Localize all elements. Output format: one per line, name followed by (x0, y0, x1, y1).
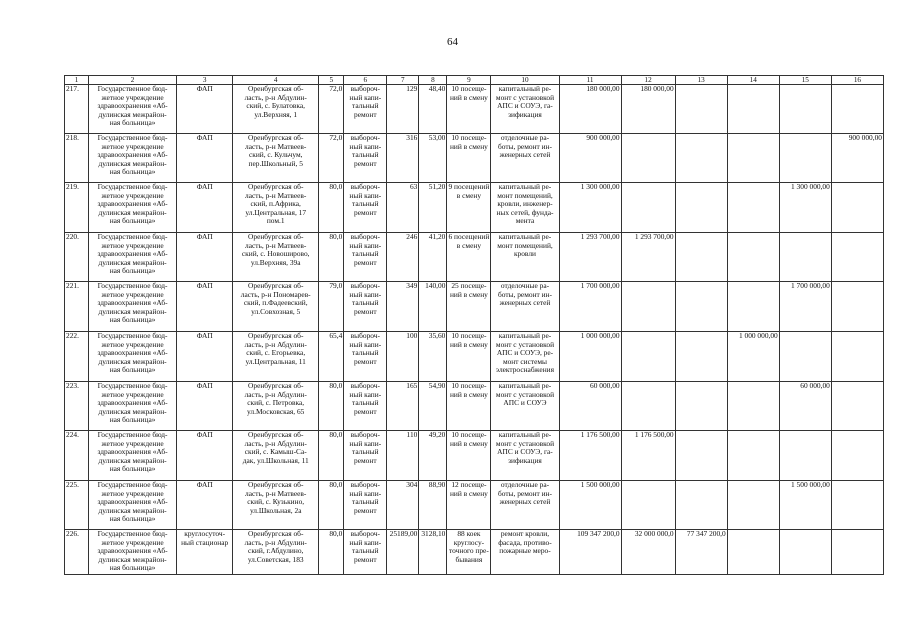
column-header-5: 5 (319, 76, 344, 85)
works-cell: отделочные ра- боты, ремонт ин- женерных сетей (491, 481, 559, 530)
column-header-10: 10 (491, 76, 559, 85)
column-header-9: 9 (447, 76, 491, 85)
table-row (65, 332, 884, 382)
capacity-cell: 10 посеще- ний в смену (447, 332, 491, 382)
col7-cell: 129 (387, 85, 419, 134)
works-cell: ремонт кровли, фасада, противо- пожарные меро- (491, 530, 559, 575)
area-cell: 79,0 (319, 282, 344, 332)
table-row (65, 282, 884, 332)
area-cell: 80,0 (319, 183, 344, 233)
column-header-6: 6 (344, 76, 387, 85)
organization-cell: Государственное бюд- жетное учреждение здравоохранения «Аб- дулинская межрайон- ная больница» (89, 183, 177, 233)
col15-cell: 60 000,00 (779, 382, 831, 431)
col16-cell (831, 431, 883, 481)
col12-cell: 1 293 700,00 (621, 233, 675, 282)
col13-cell (675, 85, 727, 134)
organization-cell: Государственное бюд- жетное учреждение здравоохранения «Аб- дулинская межрайон- ная больница» (89, 382, 177, 431)
address-cell: Оренбургская об- ласть, р-н Матвеев- ский, с. Кузькино, ул.Школьная, 2а (233, 481, 319, 530)
col12-cell (621, 382, 675, 431)
col12-cell: 32 000 000,0 (621, 530, 675, 575)
col13-cell (675, 332, 727, 382)
total-cost-cell: 60 000,00 (559, 382, 621, 431)
column-header-11: 11 (559, 76, 621, 85)
col12-cell (621, 332, 675, 382)
table-row (65, 233, 884, 282)
col12-cell: 180 000,00 (621, 85, 675, 134)
col13-cell: 77 347 200,0 (675, 530, 727, 575)
column-number-row (65, 76, 884, 85)
col8-cell: 35,60 (419, 332, 447, 382)
table-row (65, 530, 884, 575)
works-cell: капитальный ре- монт с установкой АПС и СОУЭ, ре- монт системы электроснабжения (491, 332, 559, 382)
col16-cell (831, 282, 883, 332)
col15-cell: 1 700 000,00 (779, 282, 831, 332)
address-cell: Оренбургская об- ласть, р-н Матвеев- ский, с. Новоширово, ул.Верхняя, 39а (233, 233, 319, 282)
row-number: 224. (65, 431, 89, 481)
column-header-16: 16 (831, 76, 883, 85)
col14-cell (727, 481, 779, 530)
organization-cell: Государственное бюд- жетное учреждение здравоохранения «Аб- дулинская межрайон- ная больница» (89, 233, 177, 282)
column-header-3: 3 (177, 76, 233, 85)
address-cell: Оренбургская об- ласть, р-н Пономарев- ский, п.Фадеевский, ул.Совхозная, 5 (233, 282, 319, 332)
row-number: 220. (65, 233, 89, 282)
total-cost-cell: 1 300 000,00 (559, 183, 621, 233)
facility-type-cell: ФАП (177, 134, 233, 183)
col7-cell: 110 (387, 431, 419, 481)
facility-type-cell: ФАП (177, 332, 233, 382)
col8-cell: 54,90 (419, 382, 447, 431)
row-number: 225. (65, 481, 89, 530)
area-cell: 80,0 (319, 431, 344, 481)
area-cell: 80,0 (319, 481, 344, 530)
capital-repair-table (64, 75, 884, 575)
table-row (65, 134, 884, 183)
total-cost-cell: 900 000,00 (559, 134, 621, 183)
row-number: 219. (65, 183, 89, 233)
capacity-cell: 12 посеще- ний в смену (447, 481, 491, 530)
address-cell: Оренбургская об- ласть, р-н Матвеев- ский, с. Кульчум, пер.Школьный, 5 (233, 134, 319, 183)
column-header-13: 13 (675, 76, 727, 85)
facility-type-cell: ФАП (177, 382, 233, 431)
col8-cell: 51,20 (419, 183, 447, 233)
page-number: 64 (447, 36, 458, 48)
col13-cell (675, 134, 727, 183)
col15-cell (779, 431, 831, 481)
capacity-cell: 10 посеще- ний в смену (447, 134, 491, 183)
column-header-7: 7 (387, 76, 419, 85)
col12-cell (621, 134, 675, 183)
col15-cell (779, 233, 831, 282)
repair-kind-cell: выбороч- ный капи- тальный ремонт (344, 332, 387, 382)
col8-cell: 3128,10 (419, 530, 447, 575)
facility-type-cell: ФАП (177, 233, 233, 282)
works-cell: отделочные ра- боты, ремонт ин- женерных сетей (491, 282, 559, 332)
table-row (65, 431, 884, 481)
capacity-cell: 9 посещений в смену (447, 183, 491, 233)
organization-cell: Государственное бюд- жетное учреждение здравоохранения «Аб- дулинская межрайон- ная больница» (89, 282, 177, 332)
col8-cell: 48,40 (419, 85, 447, 134)
capacity-cell: 10 посеще- ний в смену (447, 85, 491, 134)
row-number: 223. (65, 382, 89, 431)
repair-kind-cell: выбороч- ный капи- тальный ремонт (344, 183, 387, 233)
works-cell: капитальный ре- монт с установкой АПС и СОУЭ, га- зификация (491, 431, 559, 481)
total-cost-cell: 1 000 000,00 (559, 332, 621, 382)
area-cell: 80,0 (319, 382, 344, 431)
organization-cell: Государственное бюд- жетное учреждение здравоохранения «Аб- дулинская межрайон- ная больница» (89, 481, 177, 530)
organization-cell: Государственное бюд- жетное учреждение здравоохранения «Аб- дулинская межрайон- ная больница» (89, 134, 177, 183)
col12-cell (621, 481, 675, 530)
works-cell: капитальный ре- монт помещений, кровли, инженер- ных сетей, фунда- мента (491, 183, 559, 233)
col8-cell: 41,20 (419, 233, 447, 282)
facility-type-cell: ФАП (177, 85, 233, 134)
facility-type-cell: ФАП (177, 481, 233, 530)
col16-cell (831, 530, 883, 575)
organization-cell: Государственное бюд- жетное учреждение здравоохранения «Аб- дулинская межрайон- ная больница» (89, 431, 177, 481)
col13-cell (675, 431, 727, 481)
col8-cell: 49,20 (419, 431, 447, 481)
col16-cell (831, 183, 883, 233)
col16-cell: 900 000,00 (831, 134, 883, 183)
repair-kind-cell: выбороч- ный капи- тальный ремонт (344, 85, 387, 134)
col16-cell (831, 233, 883, 282)
column-header-15: 15 (779, 76, 831, 85)
col8-cell: 140,00 (419, 282, 447, 332)
col16-cell (831, 332, 883, 382)
column-header-12: 12 (621, 76, 675, 85)
col8-cell: 53,00 (419, 134, 447, 183)
address-cell: Оренбургская об- ласть, р-н Абдулин- ский, с. Булатовка, ул.Верхняя, 1 (233, 85, 319, 134)
repair-kind-cell: выбороч- ный капи- тальный ремонт (344, 530, 387, 575)
capacity-cell: 10 посеще- ний в смену (447, 382, 491, 431)
facility-type-cell: круглосуточ- ный стационар (177, 530, 233, 575)
table-row (65, 481, 884, 530)
col14-cell (727, 530, 779, 575)
capacity-cell: 25 посеще- ний в смену (447, 282, 491, 332)
facility-type-cell: ФАП (177, 431, 233, 481)
table-row (65, 382, 884, 431)
col7-cell: 100 (387, 332, 419, 382)
table-row (65, 85, 884, 134)
col7-cell: 63 (387, 183, 419, 233)
column-header-2: 2 (89, 76, 177, 85)
col12-cell (621, 282, 675, 332)
col16-cell (831, 481, 883, 530)
col14-cell (727, 134, 779, 183)
area-cell: 72,0 (319, 85, 344, 134)
col15-cell: 1 300 000,00 (779, 183, 831, 233)
organization-cell: Государственное бюд- жетное учреждение здравоохранения «Аб- дулинская межрайон- ная больница» (89, 332, 177, 382)
total-cost-cell: 1 176 500,00 (559, 431, 621, 481)
col16-cell (831, 85, 883, 134)
row-number: 217. (65, 85, 89, 134)
area-cell: 72,0 (319, 134, 344, 183)
column-header-4: 4 (233, 76, 319, 85)
column-header-8: 8 (419, 76, 447, 85)
col14-cell (727, 85, 779, 134)
address-cell: Оренбургская об- ласть, р-н Абдулин- ский, с. Егорьевка, ул.Центральная, 11 (233, 332, 319, 382)
area-cell: 80,0 (319, 530, 344, 575)
row-number: 218. (65, 134, 89, 183)
col15-cell (779, 332, 831, 382)
works-cell: отделочные ра- боты, ремонт ин- женерных сетей (491, 134, 559, 183)
col14-cell (727, 431, 779, 481)
total-cost-cell: 109 347 200,0 (559, 530, 621, 575)
repair-kind-cell: выбороч- ный капи- тальный ремонт (344, 282, 387, 332)
repair-kind-cell: выбороч- ный капи- тальный ремонт (344, 233, 387, 282)
col7-cell: 165 (387, 382, 419, 431)
col12-cell (621, 183, 675, 233)
col13-cell (675, 481, 727, 530)
col15-cell (779, 530, 831, 575)
col7-cell: 316 (387, 134, 419, 183)
repair-kind-cell: выбороч- ный капи- тальный ремонт (344, 134, 387, 183)
col14-cell (727, 233, 779, 282)
col14-cell: 1 000 000,00 (727, 332, 779, 382)
repair-kind-cell: выбороч- ный капи- тальный ремонт (344, 431, 387, 481)
address-cell: Оренбургская об- ласть, р-н Абдулин- ский, г.Абдулино, ул.Советская, 183 (233, 530, 319, 575)
col7-cell: 304 (387, 481, 419, 530)
col15-cell (779, 134, 831, 183)
capacity-cell: 6 посещений в смену (447, 233, 491, 282)
organization-cell: Государственное бюд- жетное учреждение здравоохранения «Аб- дулинская межрайон- ная больница» (89, 85, 177, 134)
facility-type-cell: ФАП (177, 282, 233, 332)
total-cost-cell: 180 000,00 (559, 85, 621, 134)
works-cell: капитальный ре- монт с установкой АПС и СОУЭ, га- зификация (491, 85, 559, 134)
organization-cell: Государственное бюд- жетное учреждение здравоохранения «Аб- дулинская межрайон- ная больница» (89, 530, 177, 575)
row-number: 226. (65, 530, 89, 575)
capacity-cell: 10 посеще- ний в смену (447, 431, 491, 481)
col7-cell: 246 (387, 233, 419, 282)
repair-kind-cell: выбороч- ный капи- тальный ремонт (344, 481, 387, 530)
col13-cell (675, 282, 727, 332)
column-header-14: 14 (727, 76, 779, 85)
area-cell: 80,0 (319, 233, 344, 282)
facility-type-cell: ФАП (177, 183, 233, 233)
area-cell: 65,4 (319, 332, 344, 382)
address-cell: Оренбургская об- ласть, р-н Абдулин- ский, с. Камыш-Са- дак, ул.Школьная, 11 (233, 431, 319, 481)
col13-cell (675, 382, 727, 431)
works-cell: капитальный ре- монт с установкой АПС и СОУЭ (491, 382, 559, 431)
total-cost-cell: 1 700 000,00 (559, 282, 621, 332)
column-header-1: 1 (65, 76, 89, 85)
col15-cell: 1 500 000,00 (779, 481, 831, 530)
address-cell: Оренбургская об- ласть, р-н Абдулин- ский, с. Петровка, ул.Московская, 65 (233, 382, 319, 431)
col14-cell (727, 382, 779, 431)
col8-cell: 88,90 (419, 481, 447, 530)
col7-cell: 349 (387, 282, 419, 332)
col7-cell: 25189,00 (387, 530, 419, 575)
col16-cell (831, 382, 883, 431)
capacity-cell: 88 коек круглосу- точного пре- бывания (447, 530, 491, 575)
total-cost-cell: 1 293 700,00 (559, 233, 621, 282)
col15-cell (779, 85, 831, 134)
row-number: 221. (65, 282, 89, 332)
table-row (65, 183, 884, 233)
col13-cell (675, 183, 727, 233)
repair-kind-cell: выбороч- ный капи- тальный ремонт (344, 382, 387, 431)
col13-cell (675, 233, 727, 282)
address-cell: Оренбургская об- ласть, р-н Матвеев- ский, п.Африка, ул.Центральная, 17 пом.1 (233, 183, 319, 233)
total-cost-cell: 1 500 000,00 (559, 481, 621, 530)
row-number: 222. (65, 332, 89, 382)
col14-cell (727, 282, 779, 332)
col12-cell: 1 176 500,00 (621, 431, 675, 481)
col14-cell (727, 183, 779, 233)
works-cell: капитальный ре- монт помещений, кровли (491, 233, 559, 282)
